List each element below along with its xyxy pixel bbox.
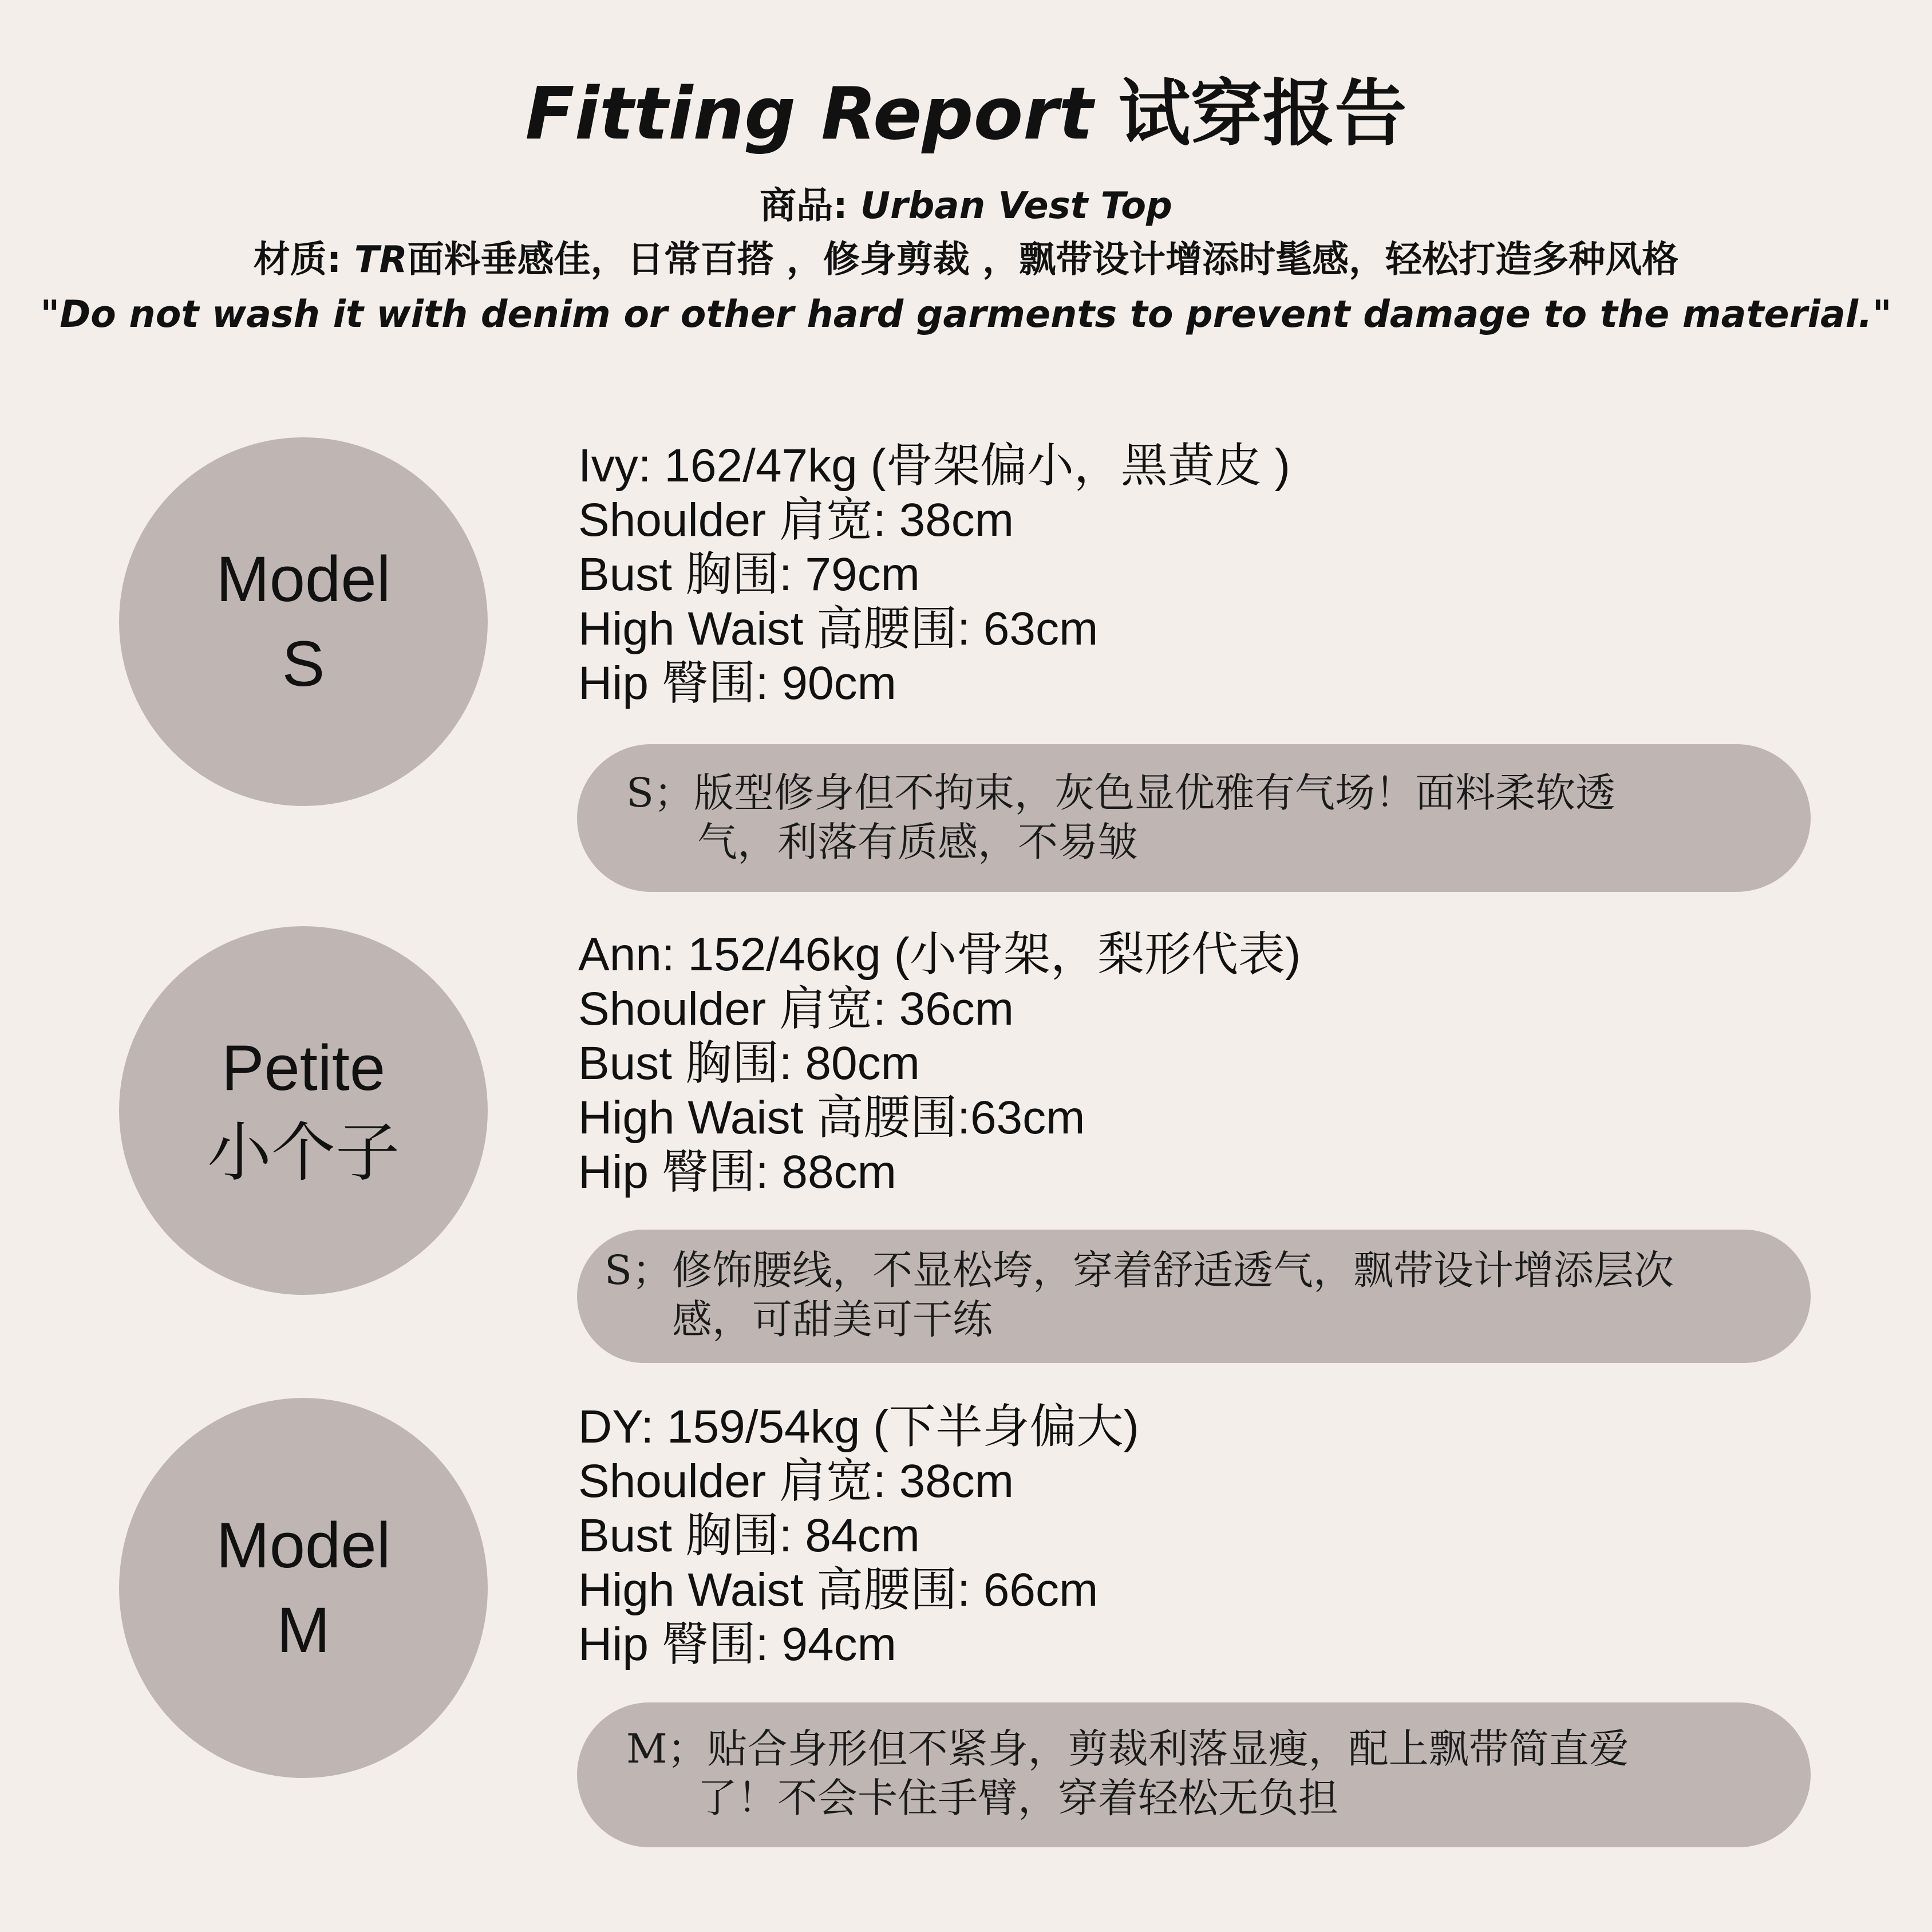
- comment-line2: 气，利落有质感，不易皱: [697, 819, 1138, 866]
- badge-line2: S: [282, 628, 325, 700]
- model-badge-m: [119, 1398, 488, 1778]
- badge-line2: 小个子: [207, 1117, 400, 1188]
- product-name: Urban Vest Top: [860, 185, 1172, 227]
- material-label: 材质:: [253, 239, 342, 281]
- badge-line1: Petite: [221, 1032, 386, 1104]
- hip-measure: Hip 臀围: 94cm: [578, 1618, 896, 1670]
- bust-measure: Bust 胸围: 84cm: [578, 1510, 920, 1562]
- material-line: [0, 238, 1932, 282]
- hip-measure: Hip 臀围: 90cm: [578, 657, 896, 709]
- badge-line2: M: [276, 1594, 330, 1666]
- shoulder-measure: Shoulder 肩宽: 36cm: [578, 983, 1014, 1035]
- product-label: 商品:: [760, 185, 848, 227]
- model-stats-petite: [578, 927, 1838, 1199]
- high-waist-measure: High Waist 高腰围:63cm: [578, 1092, 1085, 1144]
- hip-measure: Hip 臀围: 88cm: [578, 1146, 896, 1198]
- comment-line1: M；贴合身形但不紧身，剪裁利落显瘦，配上飘带简直爱: [626, 1725, 1629, 1772]
- fit-comment-s: [577, 744, 1811, 892]
- material-description: 面料垂感佳，日常百搭 ，修身剪裁 ，飘带设计增添时髦感，轻松打造多种风格: [407, 239, 1679, 281]
- product-line: [0, 184, 1932, 228]
- bust-measure: Bust 胸围: 79cm: [578, 548, 920, 600]
- model-name-line: Ann: 152/46kg (小骨架，梨形代表): [578, 929, 1301, 981]
- model-badge-petite: [119, 926, 488, 1295]
- comment-line2: 感，可甜美可干练: [672, 1296, 993, 1343]
- model-stats-m: [578, 1400, 1838, 1672]
- model-stats-s: [578, 438, 1838, 710]
- model-name-line: DY: 159/54kg (下半身偏大): [578, 1401, 1139, 1453]
- shoulder-measure: Shoulder 肩宽: 38cm: [578, 1455, 1014, 1507]
- model-name-line: Ivy: 162/47kg (骨架偏小，黑黄皮 ): [578, 440, 1290, 492]
- title-english: Fitting Report: [525, 72, 1093, 156]
- model-badge-s: [119, 437, 488, 806]
- comment-line1: S；修饰腰线，不显松垮，穿着舒适透气，飘带设计增添层次: [605, 1247, 1674, 1294]
- title-chinese: 试穿报告: [1118, 72, 1407, 156]
- fit-comment-petite: [577, 1230, 1811, 1363]
- page-title: [0, 74, 1932, 154]
- comment-line1: S；版型修身但不拘束，灰色显优雅有气场！面料柔软透: [626, 769, 1615, 816]
- comment-line2: 了！不会卡住手臂，穿着轻松无负担: [697, 1775, 1338, 1822]
- high-waist-measure: High Waist 高腰围: 63cm: [578, 603, 1099, 655]
- material-abbr: TR: [354, 239, 408, 281]
- shoulder-measure: Shoulder 肩宽: 38cm: [578, 494, 1014, 546]
- care-note: "Do not wash it with denim or other hard garments to prevent damage to the material.": [40, 293, 1892, 336]
- badge-line1: Model: [216, 543, 391, 615]
- high-waist-measure: High Waist 高腰围: 66cm: [578, 1564, 1099, 1616]
- badge-line1: Model: [216, 1510, 391, 1581]
- fit-comment-m: [577, 1702, 1811, 1847]
- bust-measure: Bust 胸围: 80cm: [578, 1037, 920, 1089]
